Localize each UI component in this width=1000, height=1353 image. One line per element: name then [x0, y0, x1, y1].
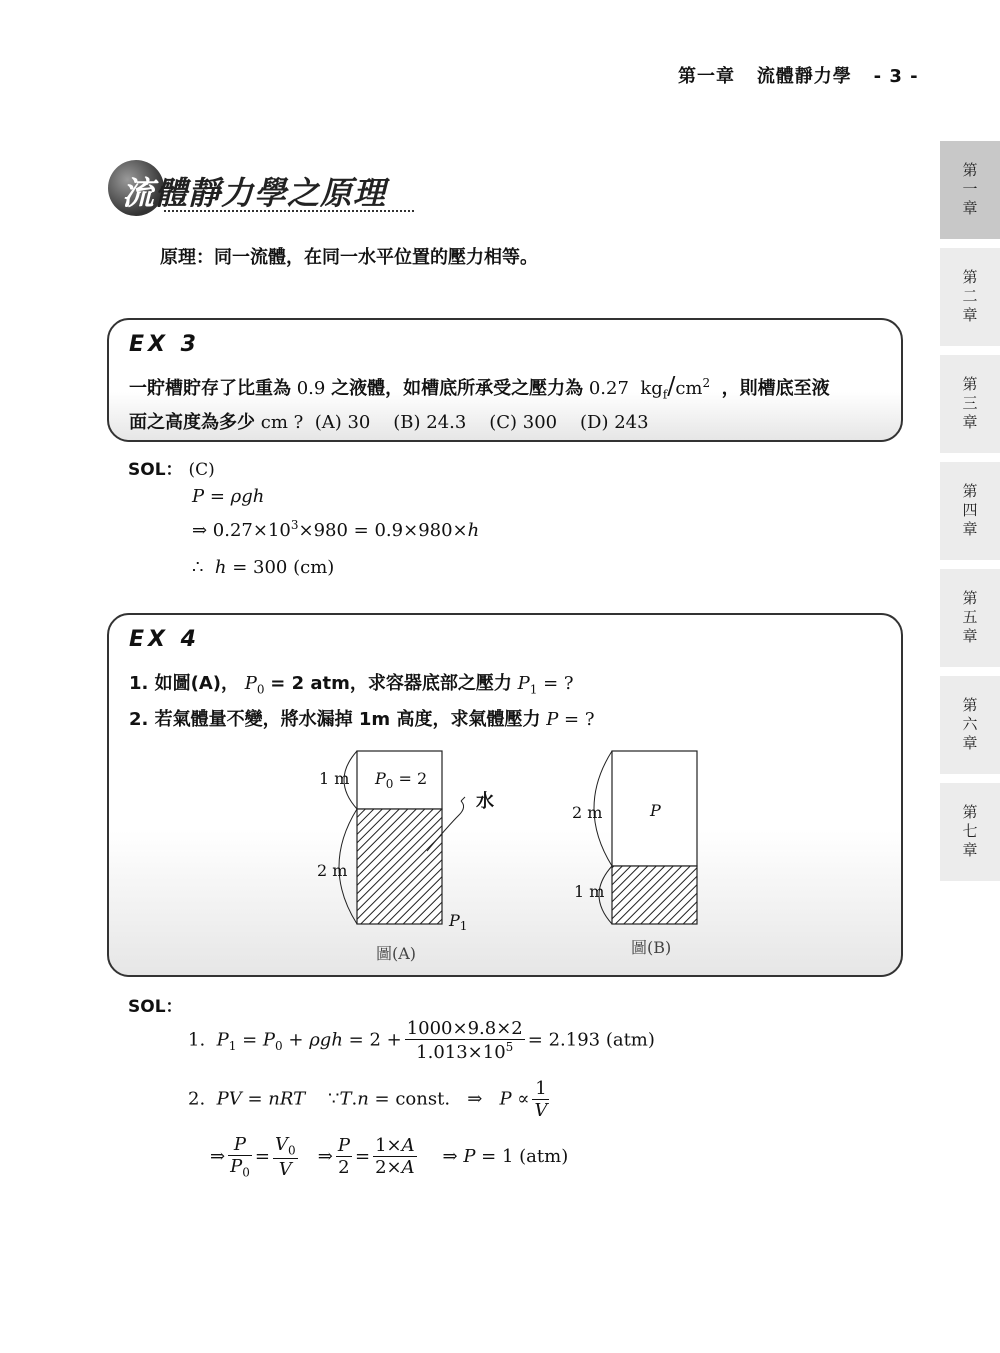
fig-b-label-1m: 1 m	[574, 882, 605, 901]
example-3-sol: SOL： (C)	[128, 460, 215, 480]
sol3-eq3: ∴ h = 300 (cm)	[192, 557, 335, 578]
page-header	[678, 62, 919, 88]
sol4-eq2: 2. PV = nRT ∵T.n = const. ⇒ P ∝ $\frac{1}{V}$	[188, 1078, 548, 1121]
example-4-q1: 1. 如圖(A)， $P_0 = 2$ atm，求容器底部之壓力 $P_1$ = ?	[129, 673, 574, 697]
principle-text: 原理：同一流體，在同一水平位置的壓力相等。	[160, 247, 538, 268]
fig-a-label-1m: 1 m	[319, 769, 350, 788]
example-3-line2: 面之高度為多少 cm ? (A) 30 (B) 24.3 (C) 300 (D) 243	[129, 412, 649, 433]
tab-chapter-5[interactable]: 第五章	[940, 569, 1000, 667]
example-4-q2: 2. 若氣體量不變，將水漏掉 1m 高度，求氣體壓力 P = ?	[129, 709, 595, 730]
tab-chapter-1[interactable]: 第一章	[940, 141, 1000, 239]
example-3-box	[107, 318, 903, 442]
chapter-tabs	[940, 141, 1000, 890]
tab-chapter-3[interactable]: 第三章	[940, 355, 1000, 453]
example-4-label: EX 4	[129, 627, 200, 652]
example-3-line1: 一貯槽貯存了比重為 0.9 之液體，如槽底所承受之壓力為 0.27 $kg_f/cm^2$ ，則槽底至液	[129, 372, 830, 402]
page-number: - 3 -	[873, 66, 919, 87]
fig-b-gas-label: P	[650, 801, 661, 820]
header-chapter: 第一章	[678, 66, 735, 87]
fig-a-caption: 圖(A)	[376, 944, 417, 963]
fig-a-label-2m: 2 m	[317, 861, 348, 880]
fig-a-gas-label: $P_0 = 2$	[375, 769, 428, 792]
figure-b	[594, 751, 697, 924]
tab-chapter-4[interactable]: 第四章	[940, 462, 1000, 560]
sol3-eq1: P = ρgh	[192, 486, 265, 507]
fig-b-caption: 圖(B)	[631, 938, 672, 957]
sol3-eq2: ⇒ $0.27\times 10^3\times 980 = 0.9\times 980\times h$	[192, 518, 480, 541]
fig-b-label-2m: 2 m	[572, 803, 603, 822]
example-3-label: EX 3	[129, 332, 200, 357]
header-title: 流體靜力學	[756, 66, 852, 87]
fig-a-p1-label: $P_1$	[449, 911, 468, 934]
tab-chapter-6[interactable]: 第六章	[940, 676, 1000, 774]
tab-chapter-2[interactable]: 第二章	[940, 248, 1000, 346]
tab-chapter-7[interactable]: 第七章	[940, 783, 1000, 881]
section-title: 流體靜力學之原理	[108, 160, 418, 216]
example-4-sol-label: SOL：	[128, 997, 183, 1017]
example-4-box	[107, 613, 903, 977]
fig-a-water-label: 水	[476, 791, 494, 812]
container-figures	[109, 615, 905, 979]
sol4-eq3: ⇒ $\frac{P}{P_0}$ = $\frac{V_0}{V}$ ⇒ $\frac{P}{2}$ = $\frac{1\times A}{2\times A}$ ⇒ P = 1 (atm)	[210, 1134, 569, 1180]
sol4-eq1: 1. $P_1 = P_0 + \rho gh = 2$ + $\frac{1000\times 9.8\times 2}{1.013\times 10^5}$ = 2.193 (atm)	[188, 1018, 655, 1063]
